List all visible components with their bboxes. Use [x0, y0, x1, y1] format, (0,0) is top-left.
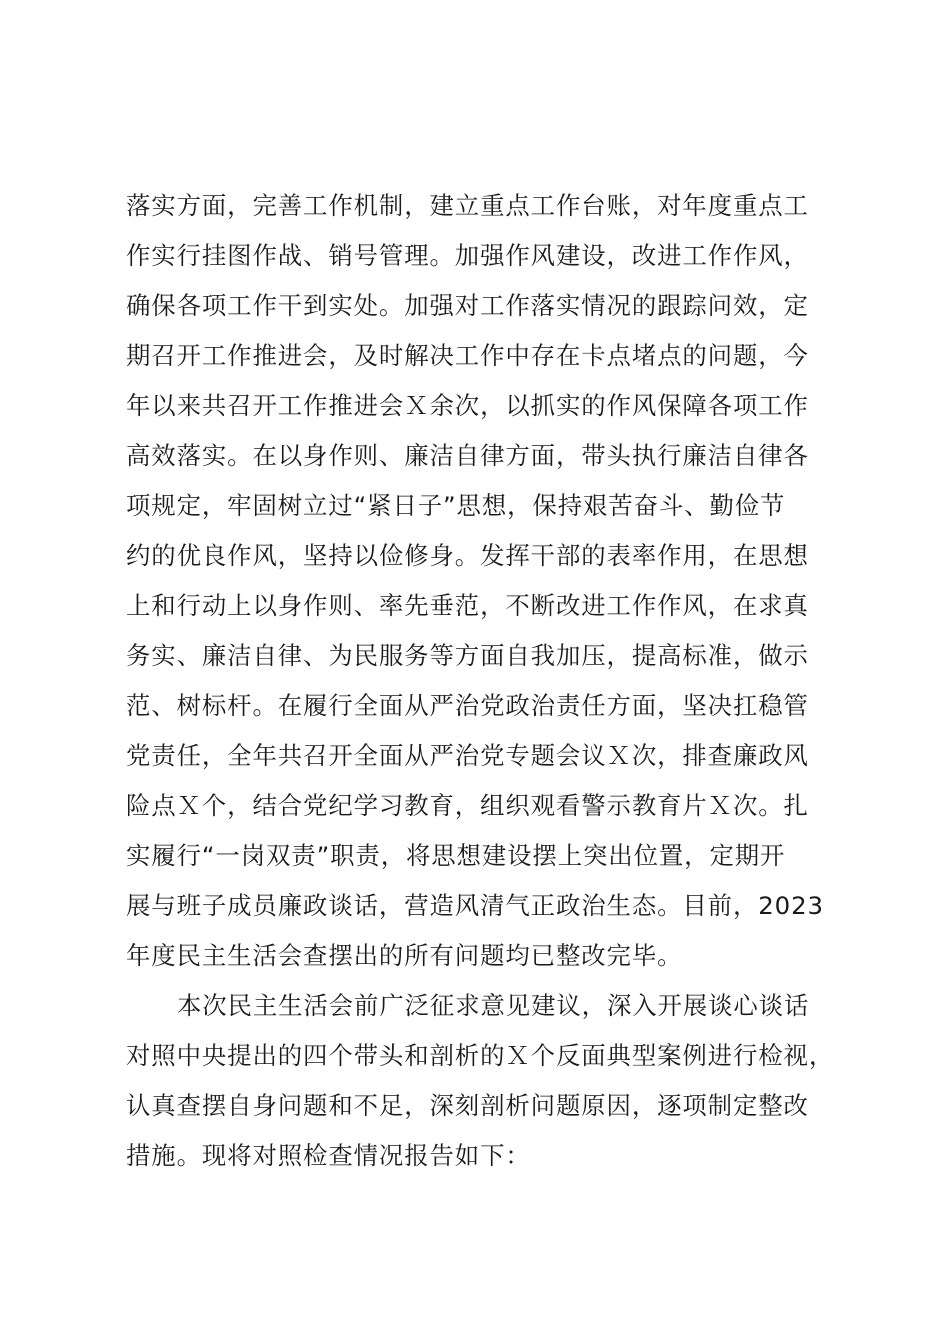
paragraph-1-line-1: 落实方面，完善工作机制，建立重点工作台账，对年度重点工 [126, 191, 809, 220]
paragraph-1-line-13: 险点Ｘ个，结合党纪学习教育，组织观看警示教育片Ｘ次。扎 [126, 791, 809, 820]
paragraph-2-line-1: 本次民主生活会前广泛征求意见建议，深入开展谈心谈话 [177, 991, 810, 1020]
paragraph-1-line-16: 年度民主生活会查摆出的所有问题均已整改完毕。 [126, 941, 683, 970]
paragraph-1-line-3: 确保各项工作干到实处。加强对工作落实情况的跟踪问效，定 [126, 291, 809, 320]
paragraph-1-line-7: 项规定，牢固树立过“紧日子”思想，保持艰苦奋斗、勤俭节 [126, 491, 786, 520]
paragraph-1-line-5: 年以来共召开工作推进会Ｘ余次，以抓实的作风保障各项工作 [126, 391, 809, 420]
paragraph-2-line-4: 措施。现将对照检查情况报告如下： [126, 1141, 531, 1170]
paragraph-2-line-3: 认真查摆自身问题和不足，深刻剖析问题原因，逐项制定整改 [126, 1091, 809, 1120]
paragraph-2-line-2: 对照中央提出的四个带头和剖析的Ｘ个反面典型案例进行检视， [126, 1041, 835, 1070]
paragraph-1-line-12: 党责任，全年共召开全面从严治党专题会议Ｘ次，排查廉政风 [126, 741, 809, 770]
paragraph-1-line-9: 上和行动上以身作则、率先垂范，不断改进工作作风，在求真 [126, 591, 809, 620]
paragraph-1-line-11: 范、树标杆。在履行全面从严治党政治责任方面，坚决扛稳管 [126, 691, 809, 720]
paragraph-1-line-10: 务实、廉洁自律、为民服务等方面自我加压，提高标准，做示 [126, 641, 809, 670]
paragraph-1-line-4: 期召开工作推进会，及时解决工作中存在卡点堵点的问题，今 [126, 341, 809, 370]
paragraph-1-line-6: 高效落实。在以身作则、廉洁自律方面，带头执行廉洁自律各 [126, 441, 809, 470]
paragraph-1-line-2: 作实行挂图作战、销号管理。加强作风建设，改进工作作风， [126, 241, 809, 270]
paragraph-1-line-15: 展与班子成员廉政谈话，营造风清气正政治生态。目前，2023 [126, 891, 824, 920]
paragraph-1-line-14: 实履行“一岗双责”职责，将思想建设摆上突出位置，定期开 [126, 841, 786, 870]
paragraph-1-line-8: 约的优良作风，坚持以俭修身。发挥干部的表率作用，在思想 [126, 541, 809, 570]
